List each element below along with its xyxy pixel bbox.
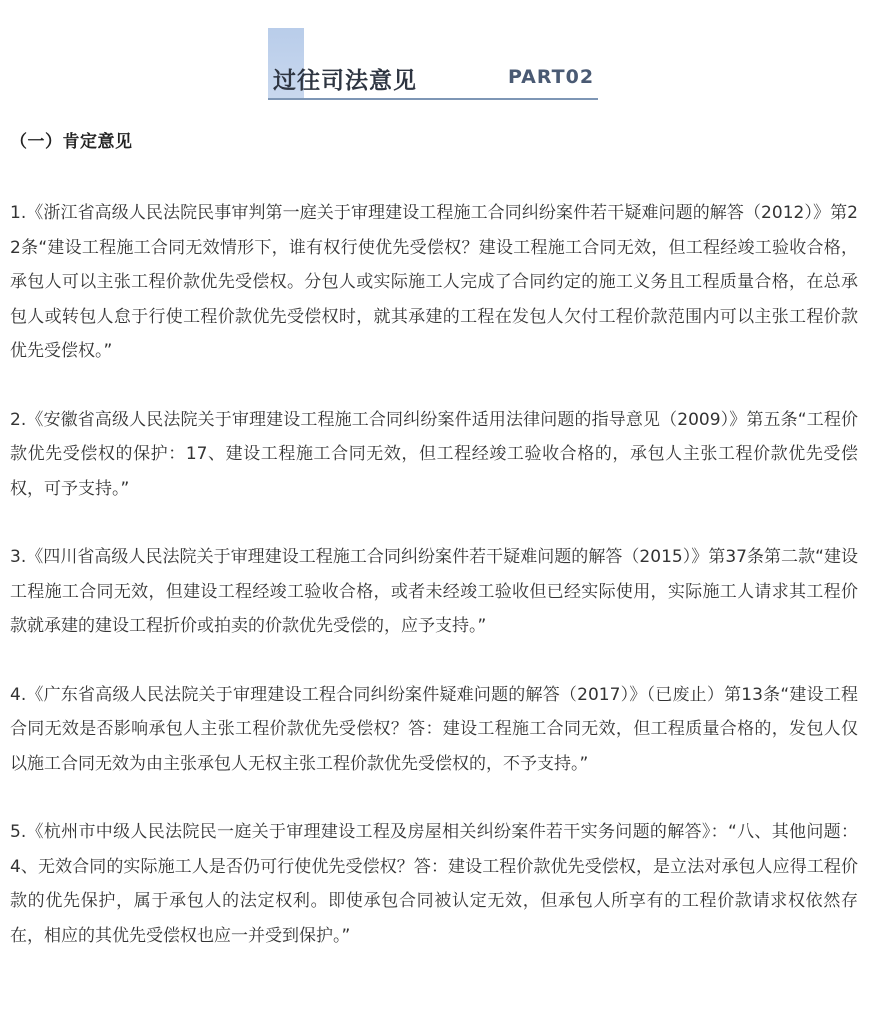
section-header — [268, 28, 598, 100]
opinion-item-2: 2.《安徽省高级人民法院关于审理建设工程施工合同纠纷案件适用法律问题的指导意见（2009）》第五条“工程价款优先受偿权的保护：17、建设工程施工合同无效，但工程经竣工验收合格的，承包人主张工程价款优先受偿权，可予支持。” — [10, 409, 858, 499]
opinion-item-5: 5.《杭州市中级人民法院民一庭关于审理建设工程及房屋相关纠纷案件若干实务问题的解答》：“八、其他问题：4、无效合同的实际施工人是否仍可行使优先受偿权？答：建设工程价款优先受偿权，是立法对承包人应得工程价款的优先保护，属于承包人的法定权利。即使承包合同被认定无效，但承包人所享有的工程价款请求权依然存在，相应的其优先受偿权也应一并受到保护。” — [10, 822, 858, 946]
section-title: （一）肯定意见 — [10, 132, 133, 152]
article-content — [10, 128, 858, 987]
opinion-item-3: 3.《四川省高级人民法院关于审理建设工程施工合同纠纷案件若干疑难问题的解答（2015）》第37条第二款“建设工程施工合同无效，但建设工程经竣工验收合格，或者未经竣工验收但已经实际使用，实际施工人请求其工程价款就承建的建设工程折价或拍卖的价款优先受偿的，应予支持。” — [10, 547, 858, 636]
opinion-item-1: 1.《浙江省高级人民法院民事审判第一庭关于审理建设工程施工合同纠纷案件若干疑难问题的解答（2012）》第22条“建设工程施工合同无效情形下，谁有权行使优先受偿权？建设工程施工合同无效，但工程经竣工验收合格，承包人可以主张工程价款优先受偿权。分包人或实际施工人完成了合同约定的施工义务且工程质量合格，在总承包人或转包人怠于行使工程价款优先受偿权时，就其承建的工程在发包人欠付工程价款范围内可以主张工程价款优先受偿权。” — [10, 203, 858, 361]
header-underline — [268, 98, 598, 100]
opinion-item-4: 4.《广东省高级人民法院关于审理建设工程合同纠纷案件疑难问题的解答（2017）》（已废止）第13条“建设工程合同无效是否影响承包人主张工程价款优先受偿权？答：建设工程施工合同无效，但工程质量合格的，发包人仅以施工合同无效为由主张承包人无权主张工程价款优先受偿权的，不予支持。” — [10, 684, 858, 774]
header-part-label: PART02 — [508, 66, 595, 88]
header-title: 过往司法意见 — [273, 68, 417, 94]
